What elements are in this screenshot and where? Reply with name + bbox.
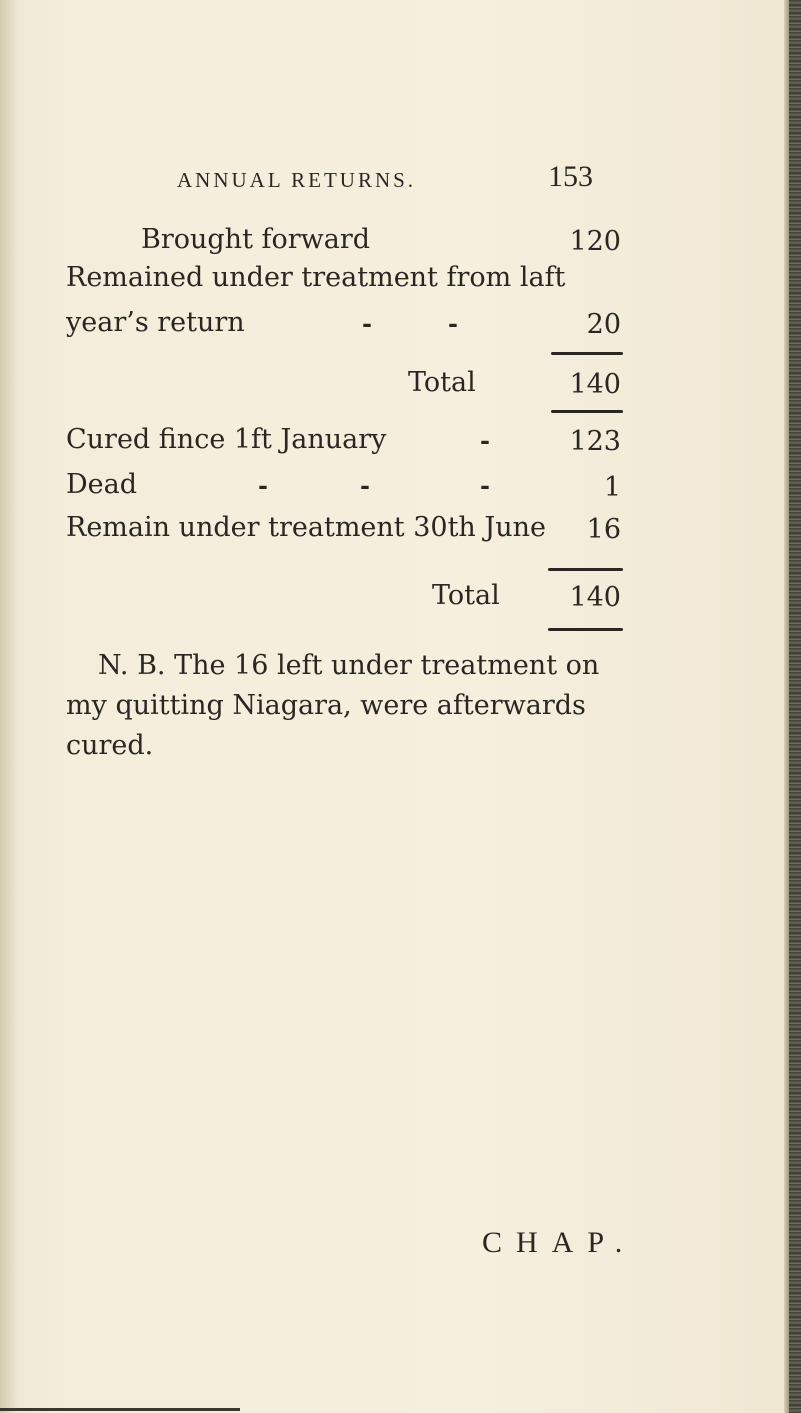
remain-label: Remain under treatment 30th June (66, 512, 546, 543)
sum-rule (551, 410, 623, 413)
brought-forward-value: 120 (569, 226, 621, 257)
dead-value: 1 (603, 472, 621, 503)
remained-line-2-label: year’s return (66, 307, 245, 338)
remain-value: 16 (586, 514, 621, 545)
note-line-3: cured. (66, 730, 154, 761)
running-header: ANNUAL RETURNS. (177, 168, 417, 192)
total-label: Total (408, 367, 476, 398)
sum-rule (548, 568, 623, 571)
note-line-1: N. B. The 16 left under treatment on (98, 650, 600, 681)
leader-dash: - (480, 471, 490, 500)
sum-rule (551, 352, 623, 355)
page-bottom-edge (0, 1408, 240, 1411)
leader-dash: - (360, 471, 370, 500)
page-number: 153 (548, 160, 593, 193)
total-value: 140 (569, 369, 621, 400)
book-binding-edge (789, 0, 801, 1413)
brought-forward-label: Brought forward (141, 224, 371, 255)
sum-rule (548, 628, 623, 631)
note-line-2: my quitting Niagara, were afterwards (66, 690, 586, 721)
cured-value: 123 (569, 426, 621, 457)
remained-line-1: Remained under treatment from laft (66, 262, 566, 293)
catchword: CHAP. (482, 1226, 637, 1259)
leader-dash: - (362, 309, 372, 338)
page-gutter-shadow (0, 0, 18, 1413)
total-value: 140 (569, 582, 621, 613)
leader-dash: - (258, 471, 268, 500)
leader-dash: - (448, 309, 458, 338)
cured-label: Cured fince 1ft January (66, 424, 387, 455)
remained-value: 20 (586, 309, 621, 340)
total-label: Total (432, 580, 500, 611)
leader-dash: - (480, 426, 490, 455)
dead-label: Dead (66, 469, 138, 500)
